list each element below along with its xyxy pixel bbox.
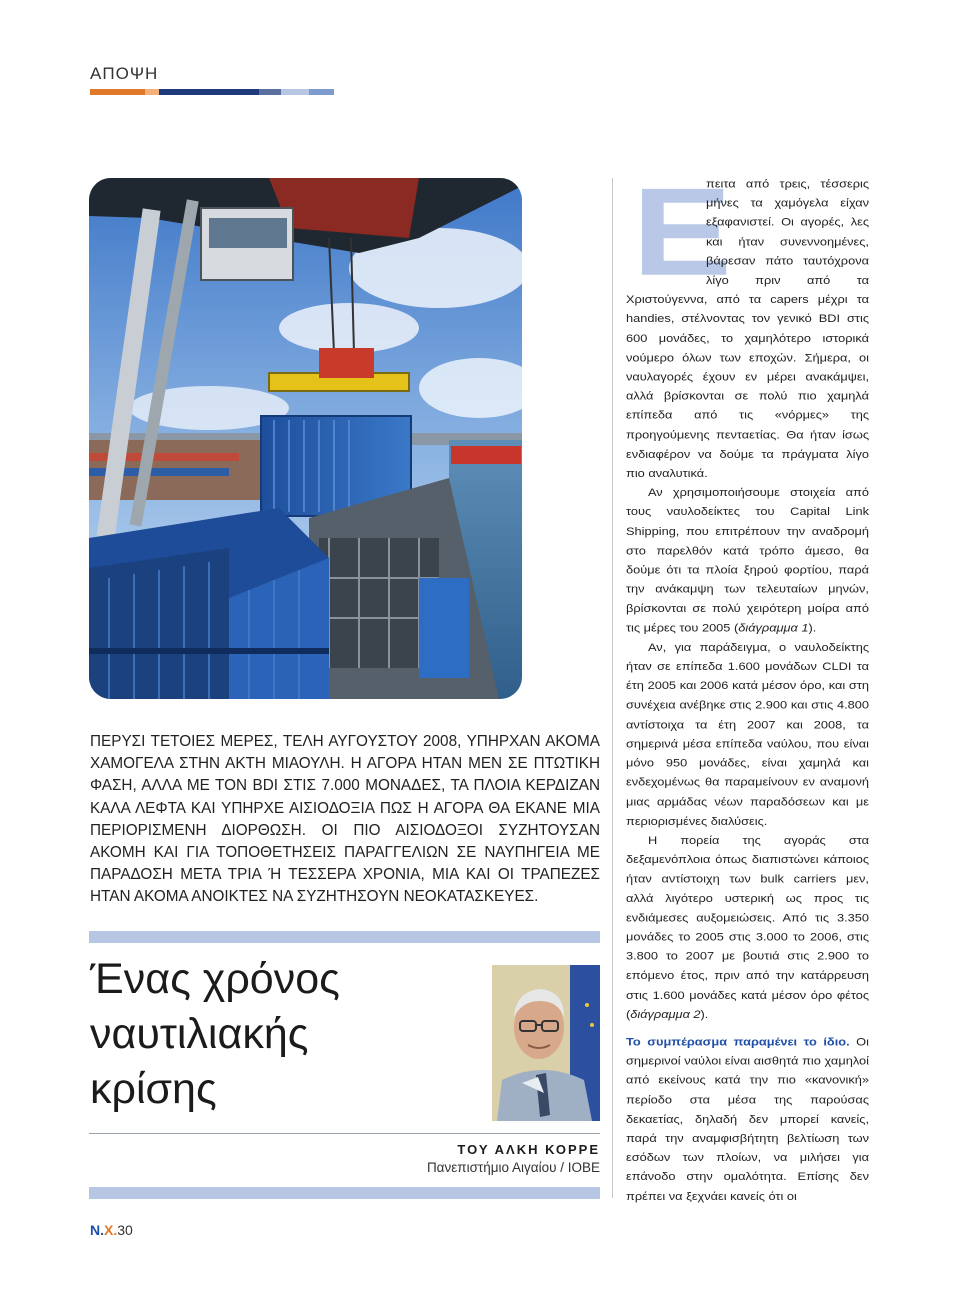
body-paragraph-5 (626, 1032, 869, 1206)
author-portrait (492, 965, 600, 1121)
body-text-1: πειτα από τρεις, τέσσερις μήνες τα χαμόγελα είχαν εξαφανιστεί. Οι αγορές, λες και ήταν συνεννοημένες, βάρεσαν πάτο ταυτόχρονα λίγο πριν από τα Χριστούγεννα, από τα capers μέχρι τα handies, στέλνοντας τον γενικό BDI στις 600 μονάδες, το χαμηλότερο ιστορικά νούμερο όλων των εποχών. Σήμερα, οι ναυλαγορές έχουν εν μέρει ανακάμψει, αλλά βρίσκονται σε πολύ πιο χαμηλά επίπεδα από τις «νόρμες» της προηγούμενης πενταετίας. Θα ήταν ίσως ενδιαφέρον να δούμε τα πράγματα λίγο πιο αναλυτικά. (626, 177, 869, 480)
body-text-2: Αν χρησιμοποιήσουμε στοιχεία από τους ναυλοδείκτες του Capital Link Shipping, που επιτρέπουν την αναδρομή στο παρελθόν κατά τρόπο άμεσο, θα δούμε ότι τα πλοία ξηρού φορτίου, παρά την ανάκαμψη των τελευταίων μηνών, βρίσκονται σε πολύ χειρότερη μοίρα από τις μέρες του 2005 ( (626, 486, 869, 634)
footer-page-number: 30 (117, 1222, 133, 1238)
byline-author: ΤΟΥ ΑΛΚΗ ΚΟΡΡΕ (457, 1142, 600, 1157)
byline-rule (89, 1133, 600, 1134)
page-number (90, 1222, 133, 1238)
headline-line-2: ναυτιλιακής (90, 1010, 309, 1058)
headline-top-rule (89, 931, 600, 943)
container-ship-photo (89, 178, 522, 699)
footer-brand-n: Ν. (90, 1222, 104, 1238)
diagram-1-ref: διάγραμμα 1 (738, 621, 809, 634)
headline (90, 952, 490, 1117)
body-text-3: Αν, για παράδειγμα, ο ναυλοδείκτης ήταν σε επίπεδα 1.600 μονάδων CLDI τα έτη 2005 και 2006 κατά μέσον όρο, και στη συνέχεια ανέβηκε στις 2.900 και στις 4.800 αντίστοιχα τα έτη 2007 και 2008, τα σημερινά μέσα επίπεδα ναύλου, που είναι μόνο 950 μονάδες, είναι χαμηλά και ενδεχομένως θα παραμείνουν εν αναμονή μιας αρμάδας νέων παραδόσεων και με περιορισμένες διαλύσεις. (626, 640, 869, 828)
diagram-2-ref: διάγραμμα 2 (630, 1007, 701, 1021)
body-text-4: Η πορεία της αγοράς στα δεξαμενόπλοια όπως διαπιστώνει κάποιος ήταν αντίστοιχη των bulk carriers μεν, αλλά λιγότερο υστερική ως προς τις ενδιάμεσες αυξομειώσεις. Από τις 3.350 μονάδες το 2005 στις 3.000 το 2006, στις 3.800 το 2007 με βουτιά στις 2.900 το επόμενο έτος, πριν από την κατάρρευση στις 1.600 μονάδες κατά μέσον όρο φέτος ( (626, 833, 869, 1021)
headline-line-1: Ένας χρόνος (90, 955, 340, 1003)
headline-line-3: κρίσης (90, 1065, 217, 1113)
body-text-2-end: ). (808, 621, 817, 634)
byline-affiliation: Πανεπιστήμιο Αιγαίου / ΙΟΒΕ (426, 1160, 600, 1175)
body-column (626, 161, 869, 1206)
byline-bottom-rule (89, 1187, 600, 1199)
body-paragraph-3 (626, 637, 869, 830)
body-paragraph-1 (626, 161, 869, 483)
section-label: ΑΠΟΨΗ (90, 64, 159, 83)
section-color-bar (90, 89, 334, 95)
footer-brand-x: Χ. (104, 1222, 118, 1238)
body-subhead: Το συμπέρασμα παραμένει το ίδιο. (626, 1035, 850, 1048)
drop-cap: Ε (632, 161, 733, 302)
column-divider (612, 178, 613, 1198)
body-paragraph-2 (626, 483, 869, 637)
lead-paragraph: ΠΕΡΥΣΙ ΤΕΤΟΙΕΣ ΜΕΡΕΣ, ΤΕΛΗ ΑΥΓΟΥΣΤΟΥ 2008, ΥΠΗΡΧΑΝ ΑΚΟΜΑ ΧΑΜΟΓΕΛΑ ΣΤΗΝ ΑΚΤΗ ΜΙΑΟΥΛΗ. Η ΑΓΟΡΑ ΗΤΑΝ ΜΕΝ ΣΕ ΠΤΩΤΙΚΗ ΦΑΣΗ, ΑΛΛΑ ΜΕ ΤΟΝ BDI ΣΤΙΣ 7.000 ΜΟΝΑΔΕΣ, ΤΑ ΠΛΟΙΑ ΚΕΡΔΙΖΑΝ ΚΑΛΑ ΛΕΦΤΑ ΚΑΙ ΥΠΗΡΧΕ ΑΙΣΙΟΔΟΞΙΑ ΠΩΣ Η ΑΓΟΡΑ ΘΑ ΕΚΑΝΕ ΜΙΑ ΠΕΡΙΟΡΙΣΜΕΝΗ ΔΙΟΡΘΩΣΗ. ΟΙ ΠΙΟ ΑΙΣΙΟΔΟΞΟΙ ΣΥΖΗΤΟΥΣΑΝ ΑΚΟΜΗ ΚΑΙ ΓΙΑ ΤΟΠΟΘΕΤΗΣΕΙΣ ΠΑΡΑΓΓΕΛΙΩΝ ΣΕ ΝΑΥΠΗΓΕΙΑ ΜΕ ΠΑΡΑΔΟΣΗ ΜΕΤΑ ΤΡΙΑ Ή ΤΕΣΣΕΡΑ ΧΡΟΝΙΑ, ΜΙΑ ΚΑΙ ΟΙ ΤΡΑΠΕΖΕΣ ΗΤΑΝ ΑΚΟΜΑ ΑΝΟΙΚΤΕΣ ΝΑ ΣΥΖΗΤΗΣΟΥΝ ΝΕΟΚΑΤΑΣΚΕΥΕΣ. (90, 733, 600, 906)
body-paragraph-4 (626, 831, 869, 1024)
body-text-5: Οι σημερινοί ναύλοι είναι αισθητά πιο χαμηλοί από εκείνους κατά την πιο «κανονική» περίοδο στα μέσα της παρούσας δεκαετίας, δηλαδή δεν μπορεί κανείς, παρά την αναμφισβήτητη βελτίωση των εσόδων των πλοίων, να μιλήσει για επάνοδο στην ομαλότητα. Επίσης δεν πρέπει να ξεχνάει κανείς ότι οι (626, 1035, 869, 1203)
body-text-4-end: ). (700, 1007, 709, 1021)
